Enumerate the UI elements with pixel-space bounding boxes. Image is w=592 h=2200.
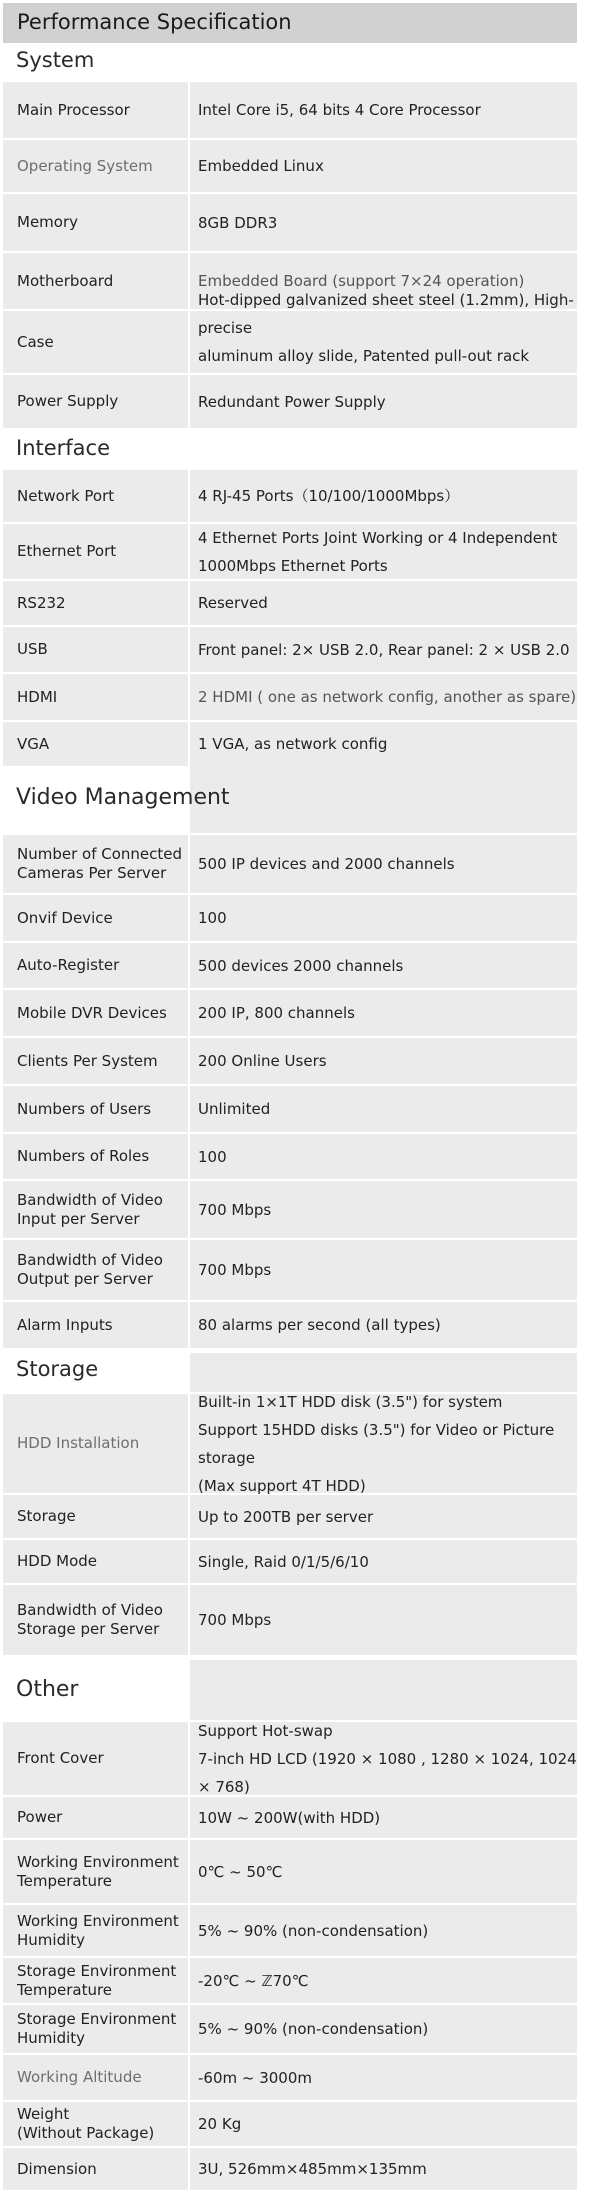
spec-value: 700 Mbps <box>190 1240 577 1300</box>
spec-label: Numbers of Users <box>3 1086 188 1132</box>
spec-label: Clients Per System <box>3 1038 188 1084</box>
spec-value: 5% ~ 90% (non-condensation) <box>190 2005 577 2053</box>
spec-label: Onvif Device <box>3 895 188 941</box>
spec-label: Bandwidth of Video Output per Server <box>3 1240 188 1300</box>
spec-label: Bandwidth of Video Input per Server <box>3 1181 188 1238</box>
spec-value: 1 VGA, as network config <box>190 722 577 766</box>
spec-row <box>0 470 577 522</box>
spec-row <box>0 1086 577 1132</box>
spec-value: 500 IP devices and 2000 channels <box>190 835 577 893</box>
spec-value: 100 <box>190 895 577 941</box>
spec-label: Main Processor <box>3 82 188 138</box>
spec-value: 700 Mbps <box>190 1181 577 1238</box>
section-title: Storage <box>16 1357 99 1381</box>
spec-row <box>0 674 577 720</box>
spec-value: Embedded Board (support 7×24 operation) <box>190 253 577 309</box>
spec-label: HDMI <box>3 674 188 720</box>
section-title: Video Management <box>16 785 230 810</box>
spec-value: 3U, 526mm×485mm×135mm <box>190 2148 577 2190</box>
spec-label: Ethernet Port <box>3 524 188 579</box>
spec-row <box>0 1038 577 1084</box>
spec-row <box>0 990 577 1036</box>
spec-row <box>0 1797 577 1838</box>
spec-row <box>0 2102 577 2146</box>
spec-value: 0℃ ~ 50℃ <box>190 1840 577 1903</box>
spec-row <box>0 1181 577 1238</box>
spec-label: Numbers of Roles <box>3 1134 188 1179</box>
spec-label: Power Supply <box>3 375 188 428</box>
spec-label: HDD Mode <box>3 1540 188 1583</box>
spec-value: -60m ~ 3000m <box>190 2055 577 2100</box>
section-title: Other <box>16 1677 79 1702</box>
spec-label: Working Environment Temperature <box>3 1840 188 1903</box>
spec-value: -20℃ ~ ℤ70℃ <box>190 1958 577 2003</box>
spec-value: 80 alarms per second (all types) <box>190 1302 577 1348</box>
spec-value: Reserved <box>190 581 577 625</box>
section-header-bar <box>0 1660 577 1720</box>
spec-row <box>0 2005 577 2053</box>
spec-row <box>0 895 577 941</box>
section-title: System <box>16 48 95 72</box>
spec-row <box>0 1958 577 2003</box>
spec-value: Support Hot-swap 7-inch HD LCD (1920 × 1080 , 1280 × 1024, 1024 × 768) <box>190 1722 577 1795</box>
spec-value: precise aluminum alloy slide, Patented pull-out rack <box>190 311 577 373</box>
spec-value: Redundant Power Supply <box>190 375 577 428</box>
title-bar <box>3 3 577 43</box>
spec-row <box>0 1540 577 1583</box>
spec-row <box>0 1394 577 1493</box>
spec-row <box>0 1302 577 1348</box>
spec-row <box>0 2148 577 2190</box>
spec-value: 200 Online Users <box>190 1038 577 1084</box>
spec-row <box>0 375 577 428</box>
spec-label: VGA <box>3 722 188 766</box>
spec-row <box>0 1905 577 1956</box>
spec-label: Working Altitude <box>3 2055 188 2100</box>
spec-label: RS232 <box>3 581 188 625</box>
spec-value: Front panel: 2× USB 2.0, Rear panel: 2 × USB 2.0 <box>190 627 577 672</box>
spec-row <box>0 194 577 251</box>
spec-value: 200 IP, 800 channels <box>190 990 577 1036</box>
spec-row <box>0 311 577 373</box>
spec-label: Weight (Without Package) <box>3 2102 188 2146</box>
spec-label: Number of Connected Cameras Per Server <box>3 835 188 893</box>
spec-label: Motherboard <box>3 253 188 309</box>
spec-row <box>0 1134 577 1179</box>
spec-row <box>0 722 577 766</box>
spec-label: Bandwidth of Video Storage per Server <box>3 1585 188 1655</box>
spec-label: Operating System <box>3 140 188 192</box>
spec-label: USB <box>3 627 188 672</box>
spec-value: Intel Core i5, 64 bits 4 Core Processor <box>190 82 577 138</box>
spec-row <box>0 835 577 893</box>
spec-value: 700 Mbps <box>190 1585 577 1655</box>
section-header-blank-cell <box>190 1353 577 1392</box>
spec-label: Working Environment Humidity <box>3 1905 188 1956</box>
spec-row <box>0 1722 577 1795</box>
spec-row <box>0 82 577 138</box>
spec-value: 4 RJ-45 Ports（10/100/1000Mbps） <box>190 470 577 522</box>
spec-row <box>0 1240 577 1300</box>
spec-row <box>0 943 577 988</box>
spec-label: Alarm Inputs <box>3 1302 188 1348</box>
spec-value: 8GB DDR3 <box>190 194 577 251</box>
spec-row <box>0 1585 577 1655</box>
spec-label: Dimension <box>3 2148 188 2190</box>
spec-label: Memory <box>3 194 188 251</box>
spec-label: Auto-Register <box>3 943 188 988</box>
spec-label: Case <box>3 311 188 373</box>
spec-row <box>0 140 577 192</box>
spec-row <box>0 1495 577 1538</box>
spec-value: 2 HDMI ( one as network config, another as spare) <box>190 674 577 720</box>
section-header-blank-cell <box>190 765 577 833</box>
spec-value: 4 Ethernet Ports Joint Working or 4 Independent 1000Mbps Ethernet Ports <box>190 524 577 579</box>
spec-value: Built-in 1×1T HDD disk (3.5") for system Support 15HDD disks (3.5") for Video or Picture storage (Max support 4T HDD) <box>190 1394 577 1493</box>
spec-label: Storage Environment Temperature <box>3 1958 188 2003</box>
spec-value: Up to 200TB per server <box>190 1495 577 1538</box>
spec-row <box>0 524 577 579</box>
page-title: Performance Specification <box>17 10 292 34</box>
spec-value: Single, Raid 0/1/5/6/10 <box>190 1540 577 1583</box>
spec-value: 100 <box>190 1134 577 1179</box>
spec-value: Unlimited <box>190 1086 577 1132</box>
spec-value: 20 Kg <box>190 2102 577 2146</box>
spec-label: Power <box>3 1797 188 1838</box>
spec-label: Mobile DVR Devices <box>3 990 188 1036</box>
spec-label: Front Cover <box>3 1722 188 1795</box>
spec-value: 10W ~ 200W(with HDD) <box>190 1797 577 1838</box>
spec-label: Storage <box>3 1495 188 1538</box>
spec-value: Embedded Linux <box>190 140 577 192</box>
section-header-blank-cell <box>190 1660 577 1720</box>
spec-label: Storage Environment Humidity <box>3 2005 188 2053</box>
section-title: Interface <box>16 436 111 460</box>
spec-row <box>0 581 577 625</box>
spec-row <box>0 627 577 672</box>
spec-label: HDD Installation <box>3 1394 188 1493</box>
spec-value: 500 devices 2000 channels <box>190 943 577 988</box>
spec-value: 5% ~ 90% (non-condensation) <box>190 1905 577 1956</box>
spec-row <box>0 2055 577 2100</box>
spec-label: Network Port <box>3 470 188 522</box>
spec-row <box>0 1840 577 1903</box>
